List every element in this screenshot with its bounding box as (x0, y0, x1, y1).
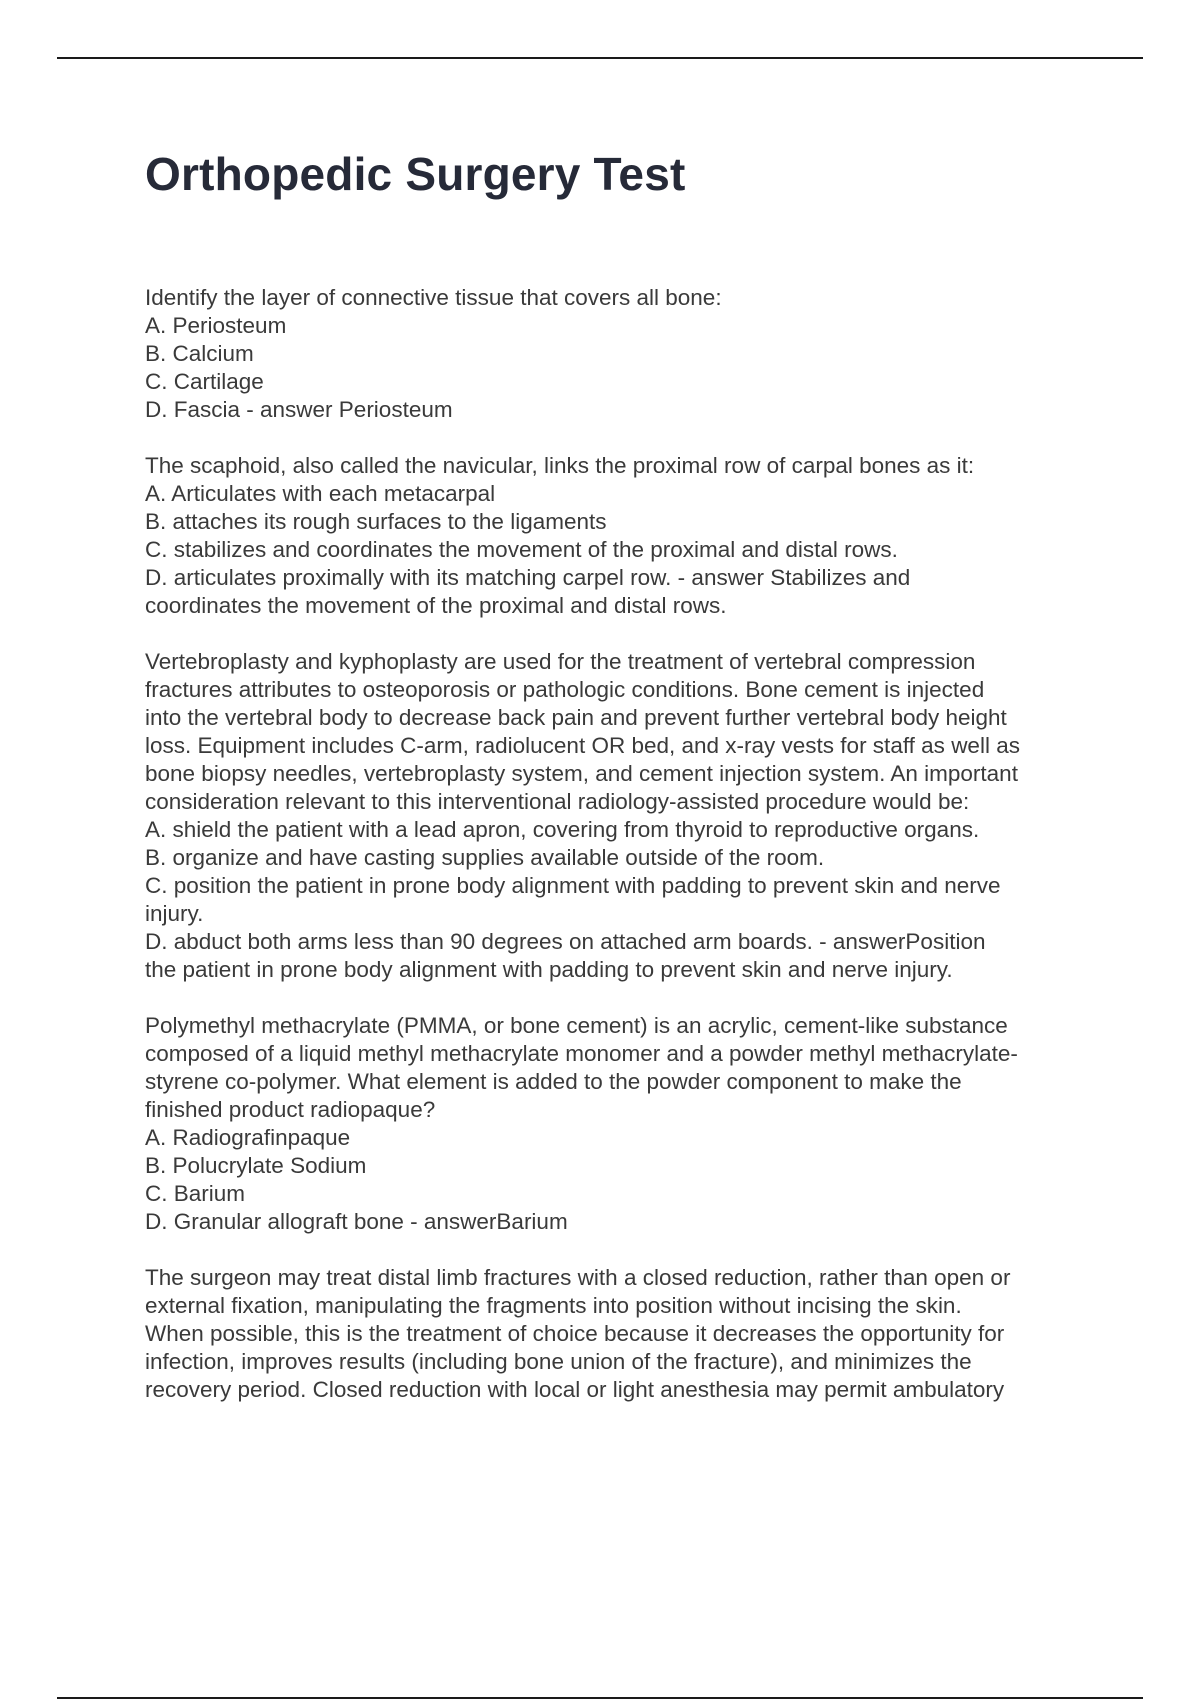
question-text: infection, improves results (including bone union of the fracture), and minimizes the (145, 1349, 972, 1374)
question-text: The scaphoid, also called the navicular, links the proximal row of carpal bones as it: (145, 453, 975, 478)
option-d-with-answer: D. Granular allograft bone - answerBarium (145, 1209, 568, 1234)
question-text: consideration relevant to this interventional radiology-assisted procedure would be: (145, 789, 970, 814)
question-text: composed of a liquid methyl methacrylate monomer and a powder methyl methacrylate- (145, 1041, 1018, 1066)
question-text: fractures attributes to osteoporosis or pathologic conditions. Bone cement is injected (145, 677, 985, 702)
question-block-2 (145, 452, 1095, 620)
question-text: The surgeon may treat distal limb fractures with a closed reduction, rather than open or (145, 1265, 1011, 1290)
option-c: C. position the patient in prone body alignment with padding to prevent skin and nerve (145, 873, 1001, 898)
option-d-with-answer: D. articulates proximally with its matching carpel row. - answer Stabilizes and (145, 565, 911, 590)
option-d-with-answer: D. abduct both arms less than 90 degrees on attached arm boards. - answerPosition (145, 929, 986, 954)
question-text: recovery period. Closed reduction with local or light anesthesia may permit ambulatory (145, 1377, 1005, 1402)
question-text: styrene co-polymer. What element is added to the powder component to make the (145, 1069, 962, 1094)
question-text: external fixation, manipulating the fragments into position without incising the skin. (145, 1293, 962, 1318)
option-c: C. Cartilage (145, 369, 264, 394)
question-block-5 (145, 1264, 1095, 1404)
question-block-3 (145, 648, 1095, 984)
document-body (145, 284, 1095, 1432)
header-rule (57, 57, 1143, 59)
question-text: finished product radiopaque? (145, 1097, 436, 1122)
option-b: B. Calcium (145, 341, 254, 366)
question-text: When possible, this is the treatment of choice because it decreases the opportunity for (145, 1321, 1005, 1346)
option-b: B. Polucrylate Sodium (145, 1153, 367, 1178)
question-text: into the vertebral body to decrease back pain and prevent further vertebral body height (145, 705, 1007, 730)
question-block-4 (145, 1012, 1095, 1236)
answer-continuation: coordinates the movement of the proximal and distal rows. (145, 593, 727, 618)
option-d-with-answer: D. Fascia - answer Periosteum (145, 397, 453, 422)
option-a: A. Radiografinpaque (145, 1125, 351, 1150)
question-block-1 (145, 284, 1095, 424)
option-a: A. shield the patient with a lead apron, covering from thyroid to reproductive organs. (145, 817, 980, 842)
answer-continuation: the patient in prone body alignment with padding to prevent skin and nerve injury. (145, 957, 953, 982)
question-text: Vertebroplasty and kyphoplasty are used for the treatment of vertebral compression (145, 649, 976, 674)
question-text: Identify the layer of connective tissue that covers all bone: (145, 285, 722, 310)
option-b: B. organize and have casting supplies available outside of the room. (145, 845, 825, 870)
option-b: B. attaches its rough surfaces to the ligaments (145, 509, 607, 534)
page-title: Orthopedic Surgery Test (145, 148, 686, 200)
option-a: A. Periosteum (145, 313, 287, 338)
option-c: C. Barium (145, 1181, 246, 1206)
question-text: loss. Equipment includes C-arm, radiolucent OR bed, and x-ray vests for staff as well as (145, 733, 1020, 758)
option-a: A. Articulates with each metacarpal (145, 481, 496, 506)
footer-rule (57, 1697, 1143, 1699)
question-text: bone biopsy needles, vertebroplasty system, and cement injection system. An important (145, 761, 1018, 786)
question-text: Polymethyl methacrylate (PMMA, or bone cement) is an acrylic, cement-like substance (145, 1013, 1008, 1038)
option-c-continuation: injury. (145, 901, 204, 926)
option-c: C. stabilizes and coordinates the movement of the proximal and distal rows. (145, 537, 898, 562)
